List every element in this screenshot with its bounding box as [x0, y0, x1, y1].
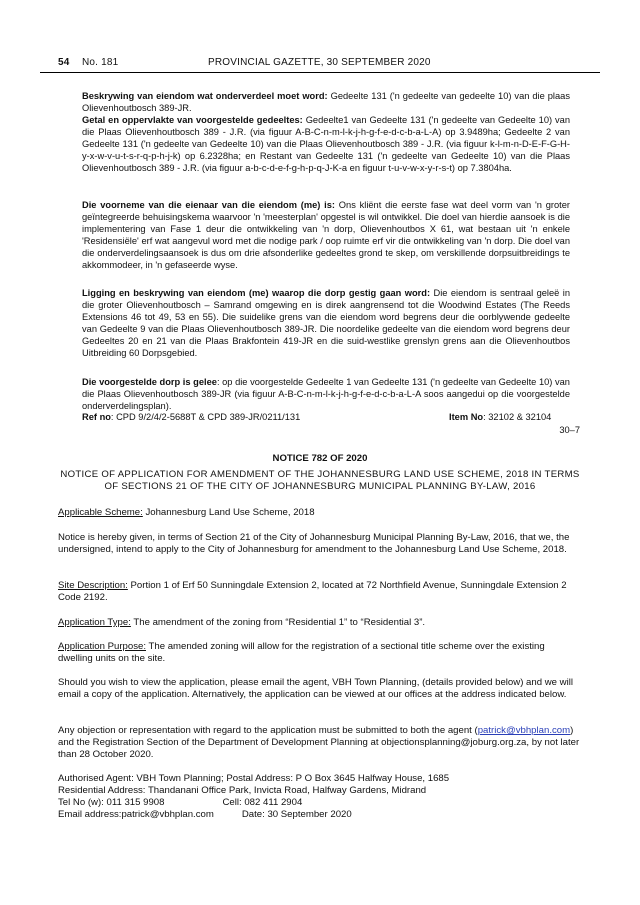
- objection-paragraph: [58, 725, 582, 761]
- afr-p2-label: Getal en oppervlakte van voorgestelde gedeeltes:: [82, 115, 303, 125]
- objection-pre: Any objection or representation with regard to the application must be submitted to both the agent (: [58, 725, 478, 736]
- agent-email-link[interactable]: patrick@vbhplan.com: [477, 725, 571, 736]
- afr-property-description: [82, 90, 570, 174]
- afr-p5-text: : op die voorgestelde Gedeelte 1 van Gedeelte 131 ('n gedeelte van Gedeelte 10) van die Plaas Olievenhoutbosch 389-JR (via figuur A-B-C-n-m-l-k-j-h-g-f-e-d-c-b-a-L-A soos aangedui op die voorgestelde onderverdelingsplan).: [82, 377, 570, 411]
- applicable-scheme: [58, 507, 582, 519]
- cell-number: Cell: 082 411 2904: [222, 797, 303, 808]
- contact-details: [58, 773, 582, 821]
- afr-p4-text: Die eiendom is sentraal geleë in die groter Olievenhoutbosch – Samrand omgewing en is direk aangrensend tot die Woodwind Estates (The Reeds Extensions 46 tot 49, 53 en 55). Die suidelike grens van die eiendom word begrens deur die oorblywende gedeelte van Gedeelte 9 van die Plaas Olievenhoutbosch 389-JR. Die noordelike gedeelte van die eiendom word begrens deur Gedeeltes 20 en 21 van die Plaas Brakfontein 419-JR en die suid-westlike grenslyn grens aan die Olievenhoutbos Uitbreiding 60 Dorpsgebied.: [82, 288, 570, 358]
- ref-line: [82, 412, 570, 422]
- type-label: Application Type:: [58, 617, 131, 628]
- afr-p4-label: Ligging en beskrywing van eiendom (me) waarop die dorp gestig gaan word:: [82, 288, 431, 298]
- email-date-line: [58, 809, 582, 821]
- afr-proposed-township: [82, 376, 570, 412]
- afr-p1-text: Gedeelte 131 ('n gedeelte van gedeelte 10) van die plaas Olievenhoutbosch 389-JR.: [82, 91, 570, 113]
- date-line: Date: 30 September 2020: [241, 809, 352, 820]
- purpose-label: Application Purpose:: [58, 641, 146, 652]
- notice-code: 30–7: [559, 425, 580, 435]
- page-number: 54: [58, 57, 70, 68]
- afr-p3-text: Ons kliënt die eerste fase wat deel vorm van 'n groter geïntegreerde behuisingskema waarvoor 'n 'meesterplan' opgestel is wil ontwikkel. Die doel van hierdie aansoek is die implementering van Fase 1 deur die ontwikkeling van 'n dorp, Olievenhoutbos X 61, wat bestaan uit 'n enkele 'Residensiële' erf wat aangevul word met die nodige park / oop ruimte erf vir die ontwikkeling van 'n dorp. Die doel van die onderverdelingsaansoek is dus om drie afsonderlike gedeeltes grond te skep, om verskillende dorpsuitbreidings te akkommodeer, in 'n gefaseerde wyse.: [82, 200, 570, 270]
- type-text: The amendment of the zoning from “Residential 1” to “Residential 3”.: [130, 617, 426, 628]
- notice-intro: Notice is hereby given, in terms of Section 21 of the City of Johannesburg Municipal Planning By-Law, 2016, that we, the undersigned, intend to apply to the City of Johannesburg for amendment to the Johannesburg Land Use Scheme, 2018.: [58, 532, 570, 555]
- header-rule: [40, 72, 600, 73]
- ref-label: Ref no: [82, 412, 111, 422]
- gazette-title: PROVINCIAL GAZETTE, 30 SEPTEMBER 2020: [208, 57, 431, 68]
- notice-heading: NOTICE OF APPLICATION FOR AMENDMENT OF THE JOHANNESBURG LAND USE SCHEME, 2018 IN TERMS OF SECTIONS 21 OF THE CITY OF JOHANNESBURG MUNICIPAL PLANNING BY-LAW, 2016: [60, 469, 580, 492]
- page-header: [58, 57, 598, 68]
- afr-p3-label: Die voorneme van die eienaar van die eiendom (me) is:: [82, 200, 336, 210]
- item-label: Item No: [449, 412, 484, 422]
- item-number: [449, 412, 551, 422]
- application-purpose: [58, 641, 582, 665]
- residential-line: Residential Address: Thandanani Office Park, Invicta Road, Halfway Gardens, Midrand: [58, 785, 427, 796]
- notice-title: NOTICE 782 OF 2020: [272, 453, 368, 464]
- tel-number: Tel No (w): 011 315 9908: [58, 797, 165, 808]
- scheme-text: Johannesburg Land Use Scheme, 2018: [142, 507, 315, 518]
- ref-text: : CPD 9/2/4/2-5688T & CPD 389-JR/0211/131: [110, 412, 301, 422]
- site-description: [58, 580, 582, 604]
- afr-p5-label: Die voorgestelde dorp is gelee: [82, 377, 217, 387]
- site-label: Site Description:: [58, 580, 128, 591]
- purpose-text: The amended zoning will allow for the registration of a sectional title scheme over the existing dwelling units on the site.: [58, 641, 545, 664]
- agent-line: Authorised Agent: VBH Town Planning; Postal Address: P O Box 3645 Halfway House, 1685: [58, 773, 450, 784]
- objection-post: ) and the Registration Section of the Department of Development Planning at objectionsplanning@joburg.org.za, by not later than 28 October 2020.: [58, 725, 580, 760]
- afr-location: [82, 287, 570, 359]
- afr-intention: [82, 199, 570, 271]
- view-application: Should you wish to view the application, please email the agent, VBH Town Planning, (details provided below) and we will email a copy of the application. Alternatively, the application can be viewed at our offices at the address indicated below.: [58, 677, 573, 700]
- afr-p2-text: Gedeelte1 van Gedeelte 131 ('n gedeelte van Gedeelte 10) van die Plaas Olievenhoutbosch 389 - J.R. (via figuur A-B-C-n-m-l-k-j-h-g-f-e-d-c-b-a-L-A) op 3.9489ha; Gedeelte 2 van Gedeelte 131 ('n gedeelte van Gedeelte 10) van die Plaas Olievenhoutbosch 389 - J.R. (via figuur k-l-m-n-D-E-F-G-H-y-x-w-v-u-t-s-r-q-p-h-j-k) op 6.2328ha; en Restant van Gedeelte 131 ('n gedeelte van Gedeelte 10) van die Plaas Olievenhoutbosch 389 - J.R. (via figuur a-b-c-d-e-f-g-h-p-q-J-K-a en figuur t-u-v-w-x-y-r-s-t) op 7.3804ha.: [82, 115, 571, 173]
- application-type: [58, 617, 582, 629]
- email-line: Email address:patrick@vbhplan.com: [58, 809, 214, 820]
- site-text: Portion 1 of Erf 50 Sunningdale Extension 2, located at 72 Northfield Avenue, Sunningdale Extension 2 Code 2192.: [58, 580, 567, 603]
- phone-line: [58, 797, 582, 809]
- item-text: : 32102 & 32104: [483, 412, 552, 422]
- afr-p1-label: Beskrywing van eiendom wat onderverdeel moet word:: [82, 91, 328, 101]
- issue-number: No. 181: [82, 57, 119, 68]
- scheme-label: Applicable Scheme:: [58, 507, 143, 518]
